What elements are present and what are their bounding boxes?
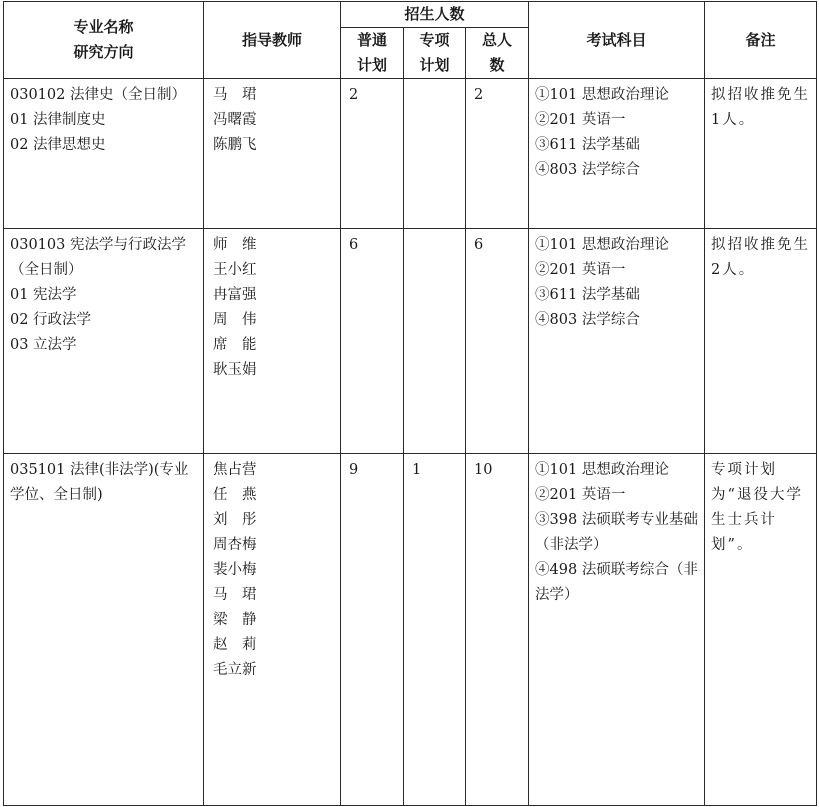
enrollment-table bbox=[3, 1, 817, 806]
notes-cell: 拟招收推免生1人。 bbox=[705, 79, 817, 229]
major-cell: 030103 宪法学与行政法学（全日制） 01 宪法学 02 行政法学 03 立法学 bbox=[4, 229, 204, 454]
notes-cell: 专项计划为“退役大学生士兵计划”。 bbox=[705, 454, 817, 806]
regular-cell: 2 bbox=[341, 79, 404, 229]
major-cell: 030102 法律史（全日制） 01 法律制度史 02 法律思想史 bbox=[4, 79, 204, 229]
header-major-line1: 专业名称 bbox=[73, 18, 134, 36]
header-major bbox=[4, 2, 204, 79]
header-notes: 备注 bbox=[705, 2, 817, 79]
major-cell: 035101 法律(非法学)(专业学位、全日制) bbox=[4, 454, 204, 806]
subjects-cell: ①101 思想政治理论 ②201 英语一 ③398 法硕联考专业基础（非法学） ④498 法硕联考综合（非法学） bbox=[529, 454, 705, 806]
header-teachers: 指导教师 bbox=[204, 2, 341, 79]
special-cell bbox=[404, 229, 466, 454]
header-subjects: 考试科目 bbox=[529, 2, 705, 79]
header-major-line2: 研究方向 bbox=[73, 43, 134, 61]
total-cell: 2 bbox=[466, 79, 529, 229]
teachers-cell: 师 维 王小红 冉富强 周 伟 席 能 耿玉娟 bbox=[204, 229, 341, 454]
special-cell: 1 bbox=[404, 454, 466, 806]
table-row bbox=[4, 454, 817, 806]
header-enrollment: 招生人数 bbox=[341, 2, 529, 28]
header-regular: 普通 计划 bbox=[341, 28, 404, 79]
subjects-cell: ①101 思想政治理论 ②201 英语一 ③611 法学基础 ④803 法学综合 bbox=[529, 79, 705, 229]
table-row bbox=[4, 79, 817, 229]
special-cell bbox=[404, 79, 466, 229]
table-row bbox=[4, 229, 817, 454]
header-special: 专项 计划 bbox=[404, 28, 466, 79]
teachers-cell: 焦占营 任 燕 刘 彤 周杏梅 裴小梅 马 珺 梁 静 赵 莉 毛立新 bbox=[204, 454, 341, 806]
regular-cell: 6 bbox=[341, 229, 404, 454]
regular-cell: 9 bbox=[341, 454, 404, 806]
notes-cell: 拟招收推免生2人。 bbox=[705, 229, 817, 454]
total-cell: 10 bbox=[466, 454, 529, 806]
teachers-cell: 马 珺 冯曙霞 陈鹏飞 bbox=[204, 79, 341, 229]
subjects-cell: ①101 思想政治理论 ②201 英语一 ③611 法学基础 ④803 法学综合 bbox=[529, 229, 705, 454]
header-total: 总人 数 bbox=[466, 28, 529, 79]
total-cell: 6 bbox=[466, 229, 529, 454]
